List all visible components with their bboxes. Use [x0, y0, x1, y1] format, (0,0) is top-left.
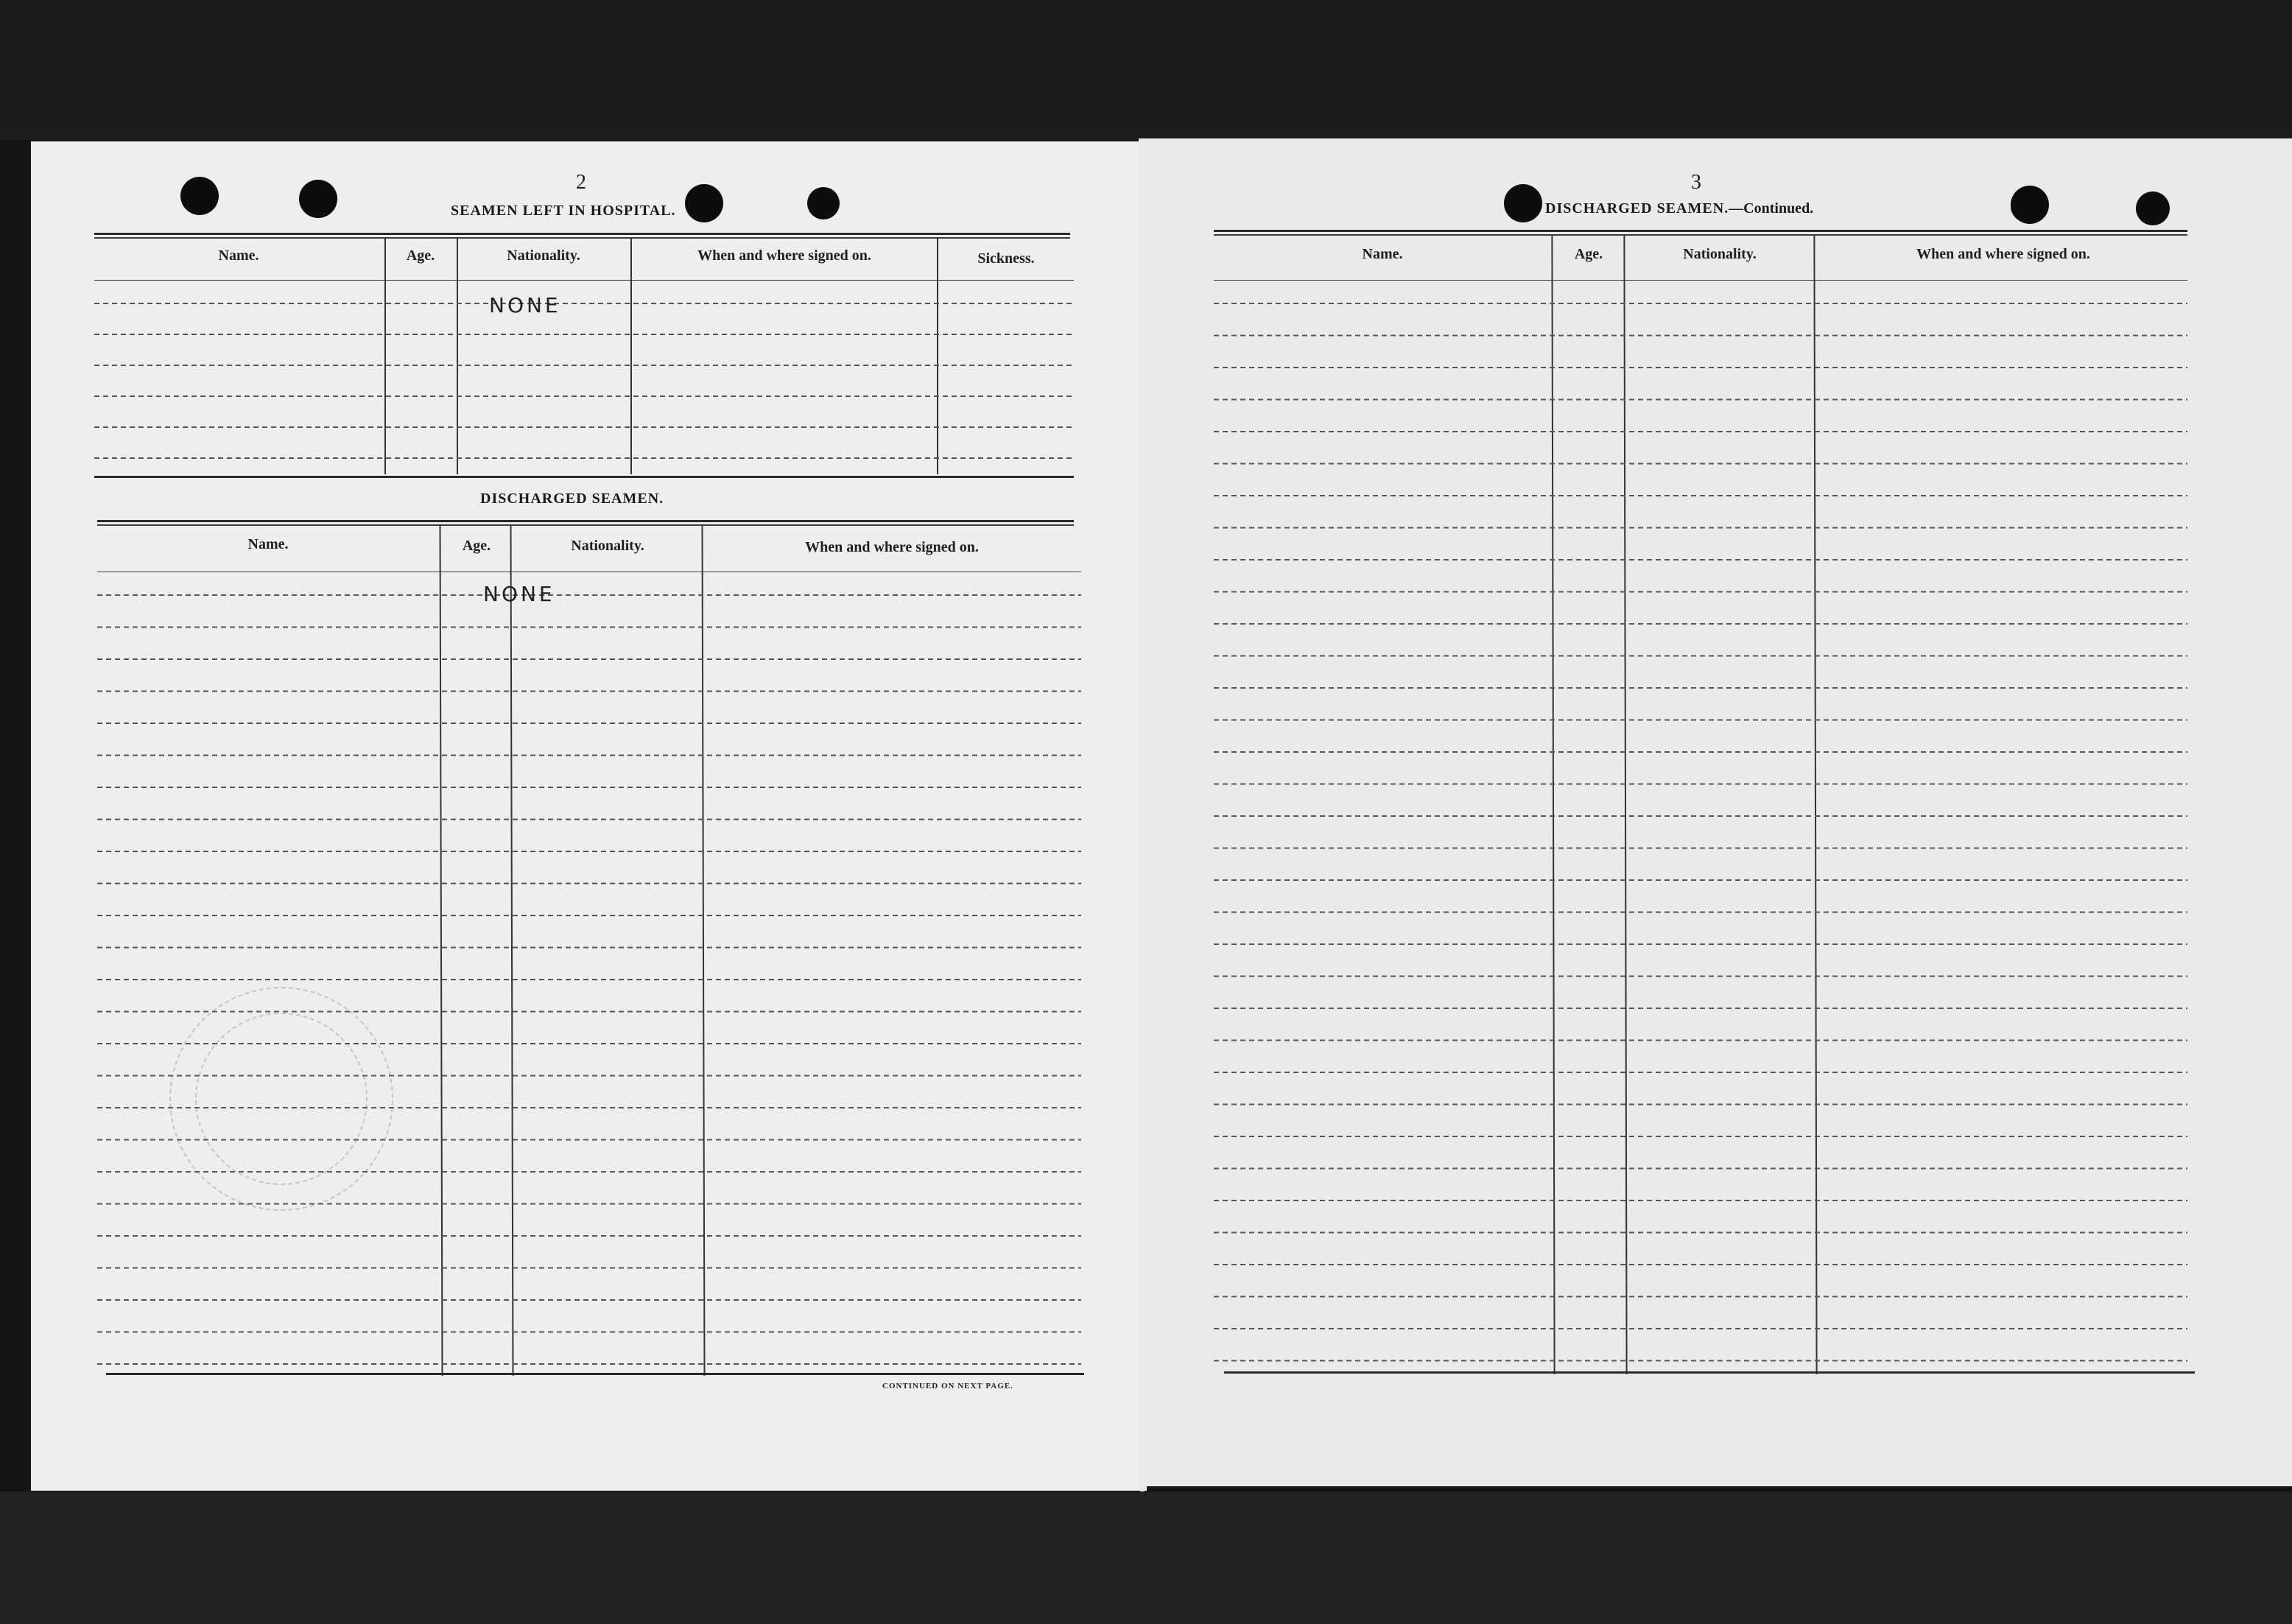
hospital-entry-rows — [94, 280, 1078, 479]
col-header-signed-on: When and where signed on. — [697, 247, 871, 264]
bottom-rule — [1224, 1371, 2195, 1374]
header-rule — [94, 237, 1070, 239]
discharged-section-title: DISCHARGED SEAMEN. — [480, 491, 664, 507]
discharged-entry-rows — [97, 572, 1088, 1382]
hospital-none-entry: NONE — [489, 293, 561, 317]
punch-hole — [807, 187, 840, 219]
bottom-rule — [106, 1373, 1084, 1375]
punch-hole — [180, 177, 219, 215]
hospital-section-title: SEAMEN LEFT IN HOSPITAL. — [451, 203, 676, 219]
col-header-sickness: Sickness. — [977, 250, 1035, 267]
continued-note: CONTINUED ON NEXT PAGE. — [882, 1382, 1013, 1391]
page-number: 3 — [1691, 171, 1701, 194]
title-text: DISCHARGED SEAMEN. — [1545, 200, 1729, 217]
col-header-nationality: Nationality. — [1683, 246, 1757, 262]
header-rule — [97, 520, 1074, 522]
punch-hole — [685, 184, 723, 222]
col-header-age: Age. — [1574, 246, 1603, 262]
punch-hole — [299, 180, 337, 218]
punch-hole — [2136, 191, 2170, 225]
col-header-age: Age. — [406, 247, 435, 264]
page-number: 2 — [576, 171, 586, 194]
title-suffix: —Continued. — [1729, 200, 1814, 217]
header-rule — [1214, 234, 2187, 236]
discharged-continued-title — [1545, 200, 1813, 217]
col-header-age: Age. — [462, 538, 491, 554]
header-rule — [97, 524, 1074, 526]
discharged-continued-rows — [1214, 280, 2197, 1377]
punch-hole — [1504, 184, 1542, 222]
col-header-name: Name. — [247, 536, 289, 552]
punch-hole — [2011, 186, 2049, 224]
col-header-name: Name. — [1362, 246, 1403, 262]
col-header-signed-on: When and where signed on. — [805, 539, 979, 555]
scanner-background-top — [0, 0, 2292, 140]
col-header-signed-on: When and where signed on. — [1916, 246, 2090, 262]
section-rule — [94, 476, 1074, 478]
scanner-background-bottom — [0, 1491, 2292, 1624]
header-rule — [94, 233, 1070, 235]
discharged-none-entry: NONE — [483, 582, 555, 606]
col-header-nationality: Nationality. — [507, 247, 580, 264]
col-header-name: Name. — [218, 247, 259, 264]
col-header-nationality: Nationality. — [571, 538, 644, 554]
header-rule — [1214, 230, 2187, 232]
